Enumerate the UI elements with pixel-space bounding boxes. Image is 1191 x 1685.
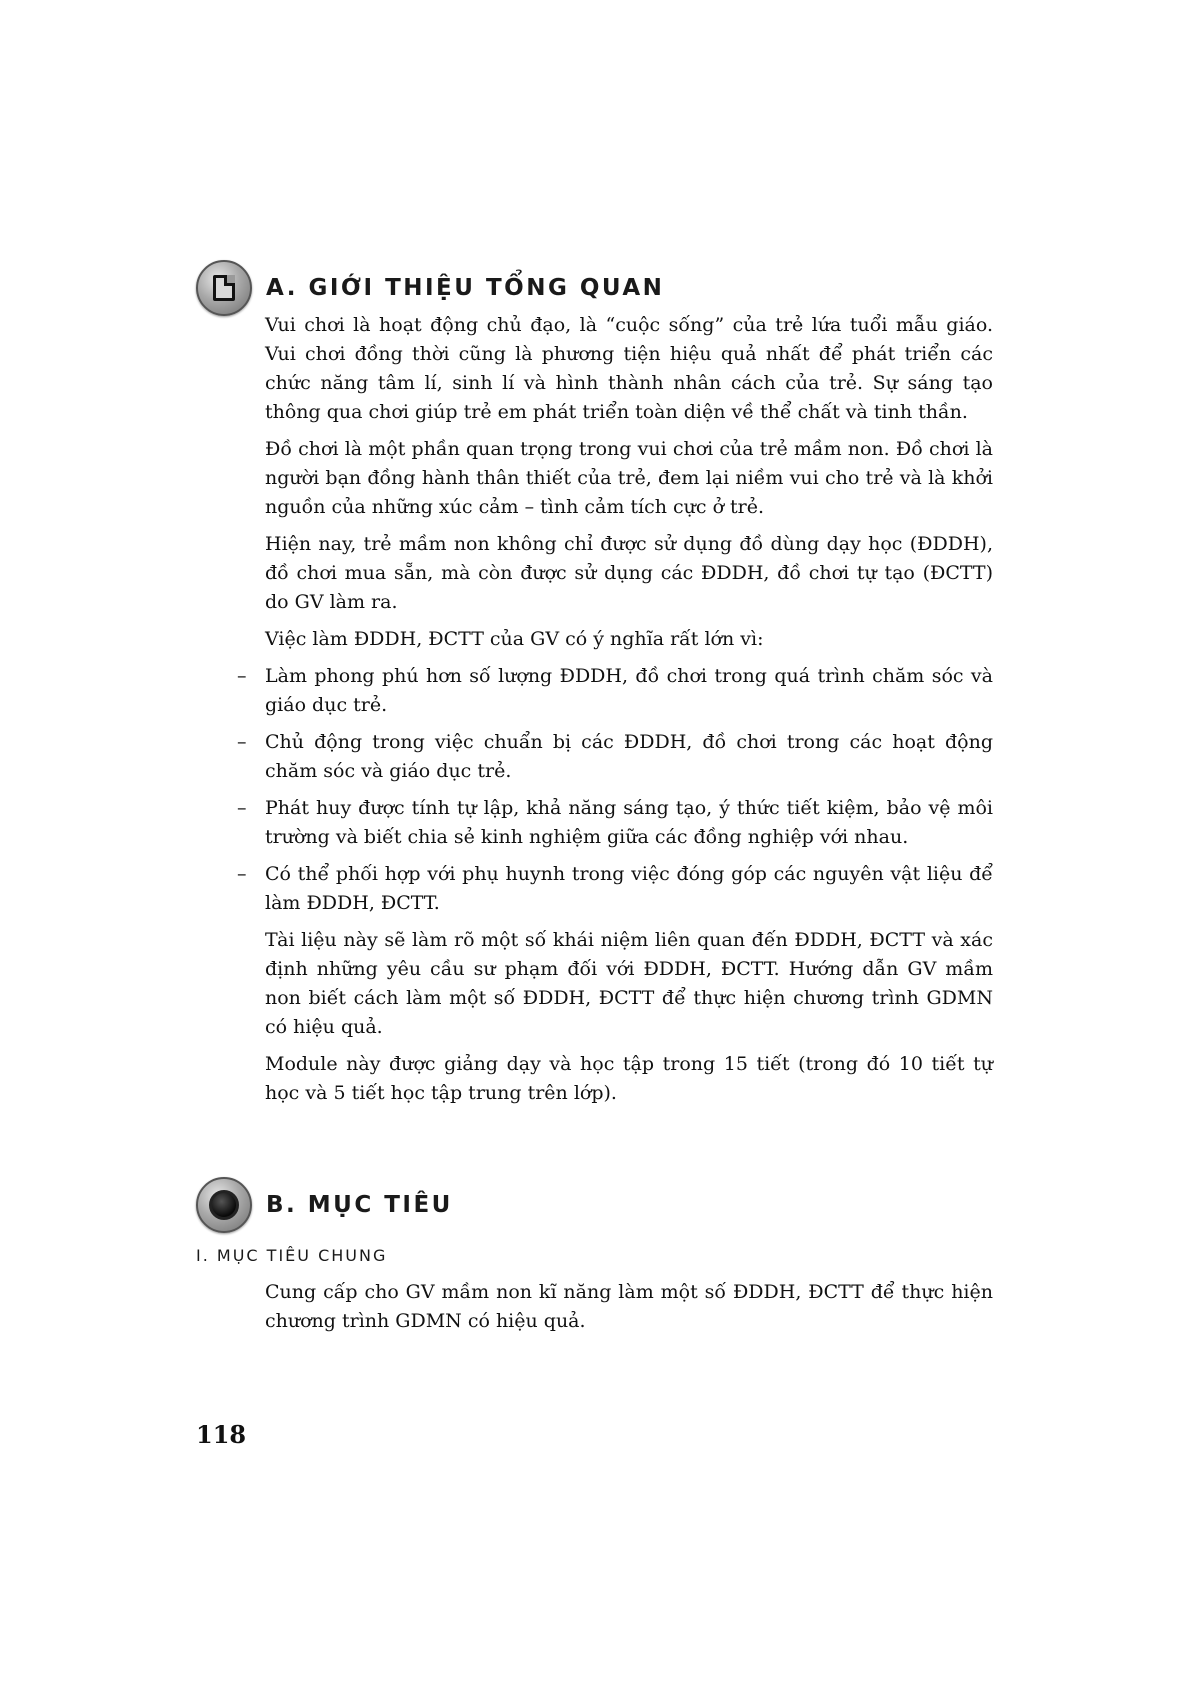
section-a-body bbox=[265, 311, 993, 1116]
bullet-list bbox=[265, 662, 993, 918]
section-b-subheading: I. MỤC TIÊU CHUNG bbox=[196, 1246, 388, 1265]
paragraph: Đồ chơi là một phần quan trọng trong vui chơi của trẻ mầm non. Đồ chơi là người bạn đồng hành thân thiết của trẻ, đem lại niềm vui cho trẻ và là khởi nguồn của những xúc cảm – tình cảm tích cực ở trẻ. bbox=[265, 438, 993, 518]
list-item: – Làm phong phú hơn số lượng ĐDDH, đồ chơi trong quá trình chăm sóc và giáo dục trẻ. bbox=[265, 662, 993, 720]
paragraph: Việc làm ĐDDH, ĐCTT của GV có ý nghĩa rất lớn vì: bbox=[265, 628, 764, 650]
section-a-title: A. GIỚI THIỆU TỔNG QUAN bbox=[266, 275, 665, 301]
list-item: – Phát huy được tính tự lập, khả năng sáng tạo, ý thức tiết kiệm, bảo vệ môi trường và biết chia sẻ kinh nghiệm giữa các đồng nghiệp với nhau. bbox=[265, 794, 993, 852]
section-b-heading bbox=[196, 1177, 453, 1233]
paragraph: Vui chơi là hoạt động chủ đạo, là “cuộc sống” của trẻ lứa tuổi mẫu giáo. Vui chơi đồng thời cũng là phương tiện hiệu quả nhất để phát triển các chức năng tâm lí, sinh lí và hình thành nhân cách của trẻ. Sự sáng tạo thông qua chơi giúp trẻ em phát triển toàn diện về thể chất và tinh thần. bbox=[265, 314, 993, 423]
document-icon bbox=[196, 260, 252, 316]
paragraph: Hiện nay, trẻ mầm non không chỉ được sử dụng đồ dùng dạy học (ĐDDH), đồ chơi mua sẵn, mà còn được sử dụng các ĐDDH, đồ chơi tự tạo (ĐCTT) do GV làm ra. bbox=[265, 533, 993, 613]
list-item: – Có thể phối hợp với phụ huynh trong việc đóng góp các nguyên vật liệu để làm ĐDDH, ĐCTT. bbox=[265, 860, 993, 918]
section-b-title: B. MỤC TIÊU bbox=[266, 1192, 453, 1218]
paragraph: Cung cấp cho GV mầm non kĩ năng làm một số ĐDDH, ĐCTT để thực hiện chương trình GDMN có hiệu quả. bbox=[265, 1281, 993, 1332]
paragraph: Tài liệu này sẽ làm rõ một số khái niệm liên quan đến ĐDDH, ĐCTT và xác định những yêu cầu sư phạm đối với ĐDDH, ĐCTT. Hướng dẫn GV mầm non biết cách làm một số ĐDDH, ĐCTT để thực hiện chương trình GDMN có hiệu quả. bbox=[265, 929, 993, 1038]
target-icon bbox=[196, 1177, 252, 1233]
paragraph: Module này được giảng dạy và học tập trong 15 tiết (trong đó 10 tiết tự học và 5 tiết học tập trung trên lớp). bbox=[265, 1053, 993, 1104]
page-number: 118 bbox=[196, 1420, 247, 1449]
list-item: – Chủ động trong việc chuẩn bị các ĐDDH, đồ chơi trong các hoạt động chăm sóc và giáo dục trẻ. bbox=[265, 728, 993, 786]
section-a-heading bbox=[196, 260, 664, 316]
section-b-body bbox=[265, 1278, 993, 1344]
